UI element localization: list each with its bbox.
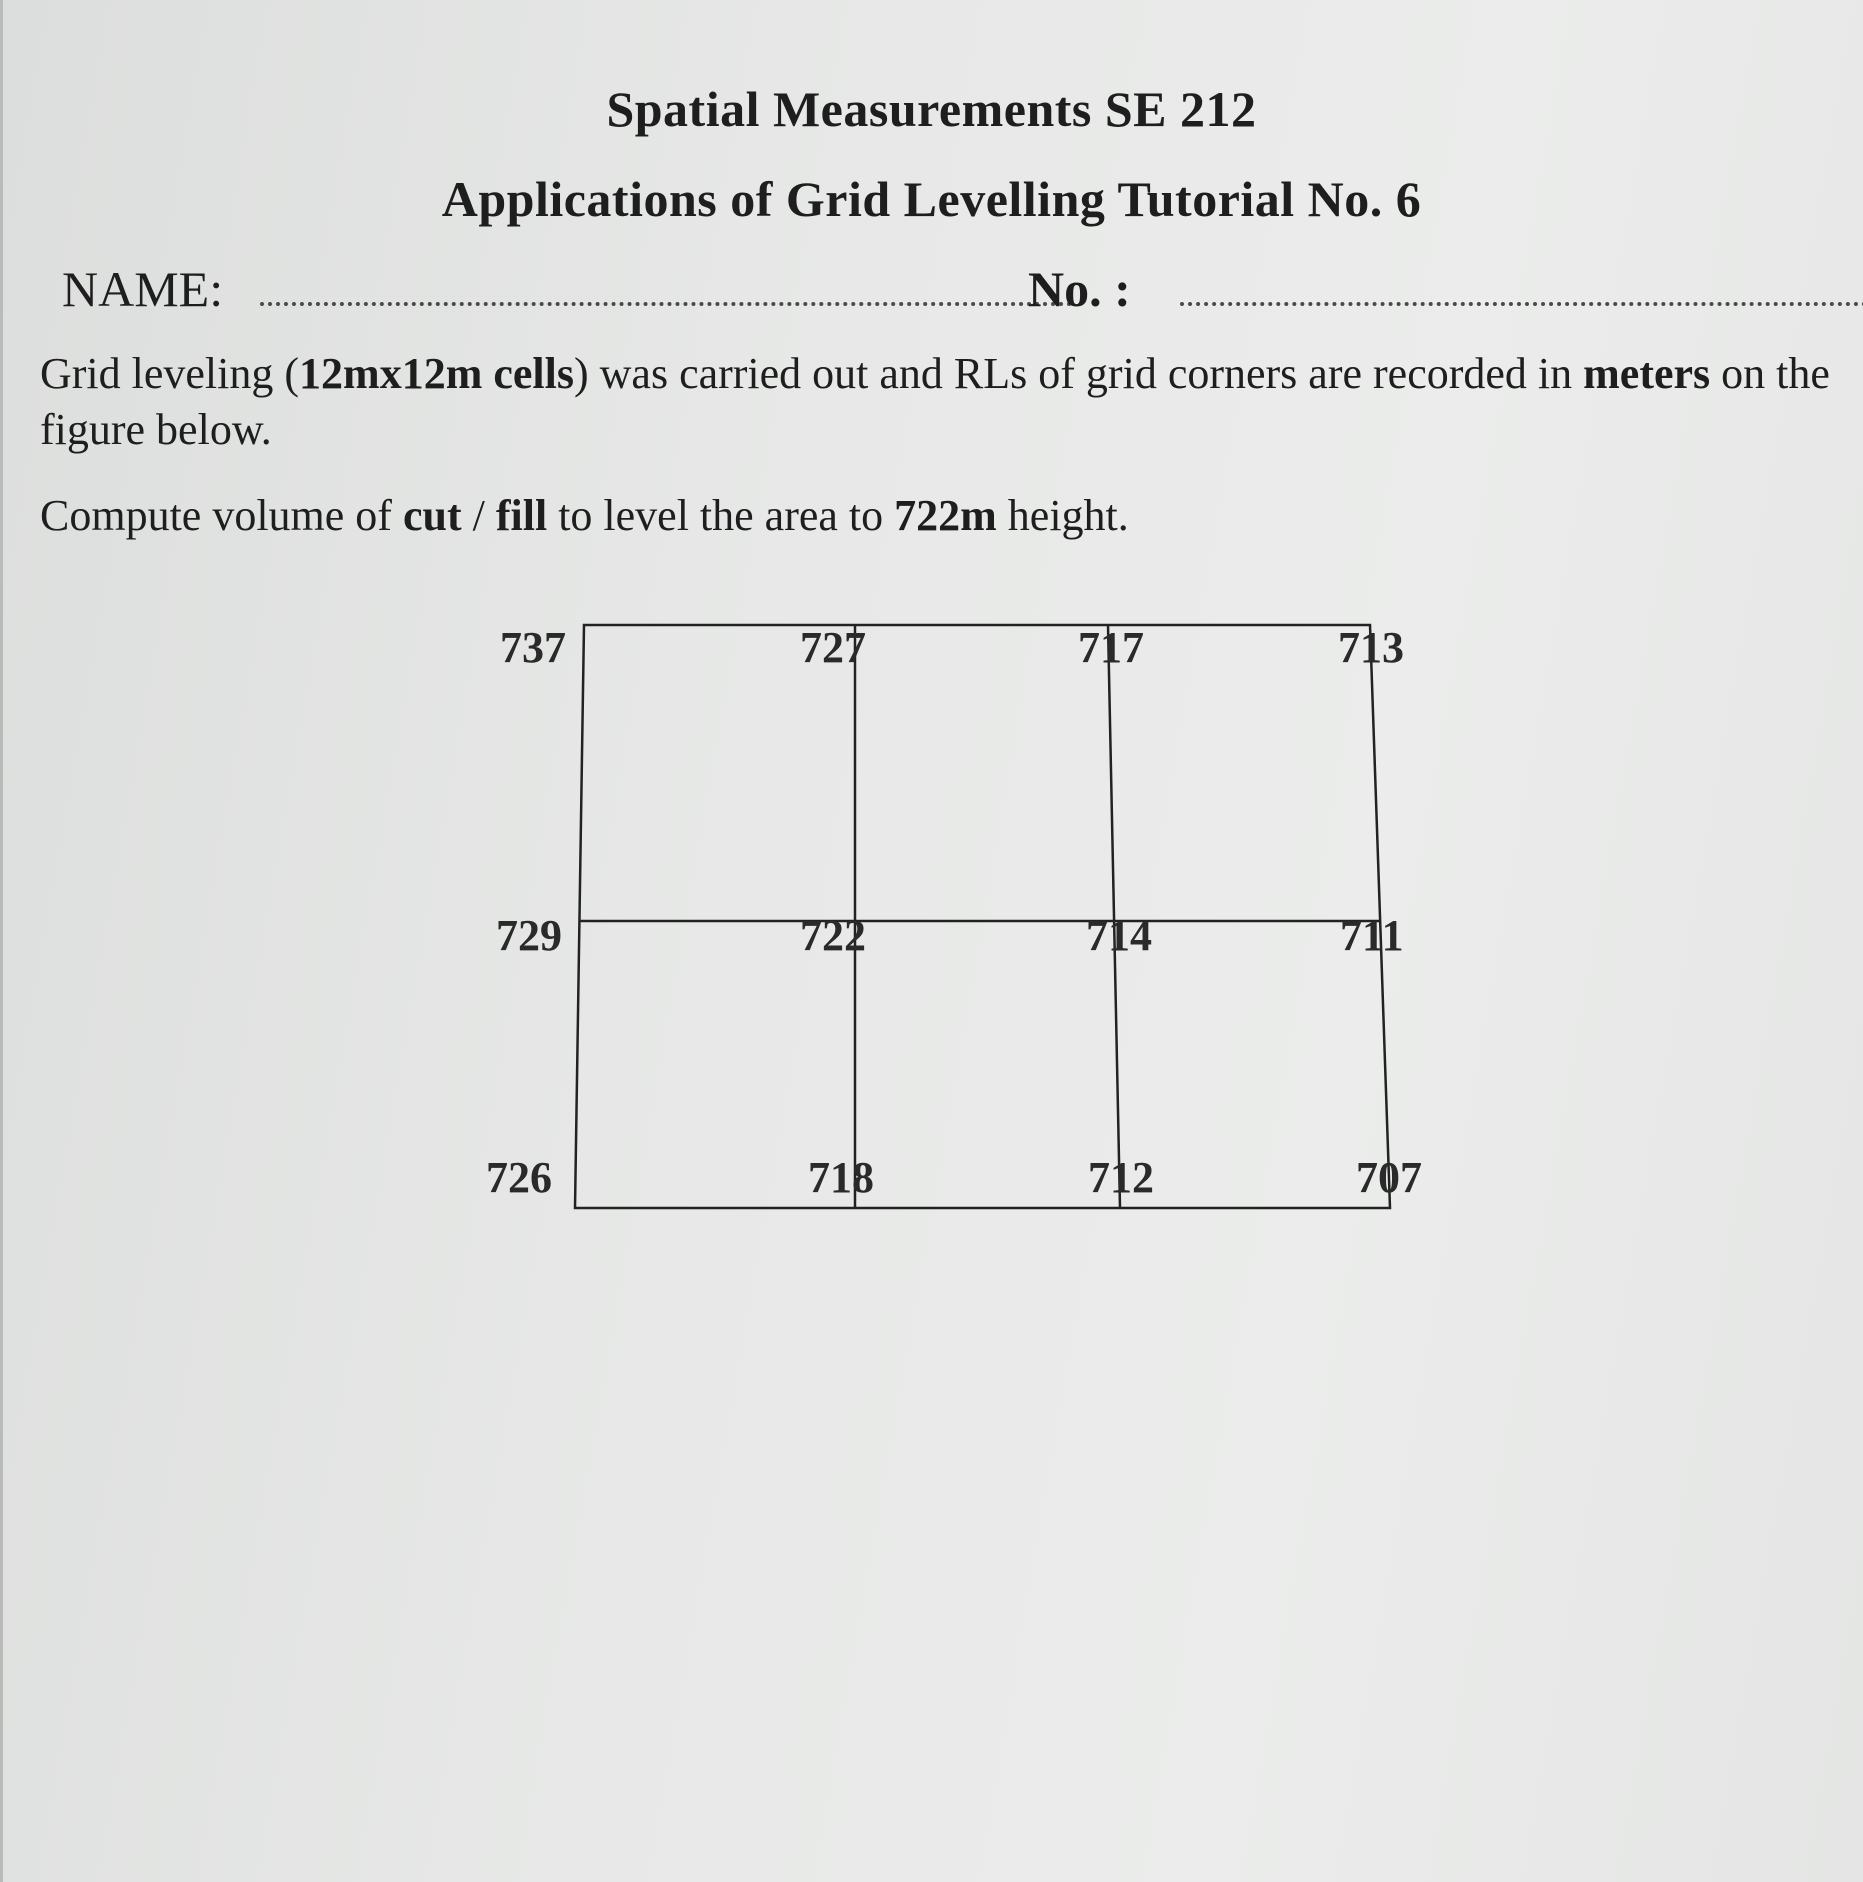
task-text-4: height.	[996, 491, 1129, 540]
target-level-text: 722m	[894, 491, 997, 540]
rl-label: 737	[500, 623, 566, 672]
units-text: meters	[1583, 349, 1711, 398]
problem-text-3: on the figure below.	[40, 349, 1830, 454]
rl-label: 713	[1338, 623, 1404, 672]
rl-label: 726	[486, 1153, 552, 1202]
tutorial-title: Applications of Grid Levelling Tutorial No. 6	[441, 171, 1422, 227]
cut-text: cut	[402, 491, 462, 540]
rl-label: 727	[800, 623, 866, 672]
cell-size-text: 12mx12m cells	[299, 349, 574, 398]
problem-text-2: ) was carried out and RLs of grid corners are recorded in	[573, 349, 1584, 398]
grid-outer-border	[575, 625, 1390, 1208]
rl-label: 711	[1340, 911, 1404, 960]
problem-text-1: Grid leveling (	[40, 349, 300, 398]
rl-label: 722	[800, 911, 866, 960]
grid-lines	[575, 625, 1390, 1208]
grid-rl-labels	[486, 623, 1422, 1202]
task-text-1: Compute volume of	[40, 491, 403, 540]
rl-label: 707	[1356, 1153, 1422, 1202]
rl-label: 714	[1086, 911, 1152, 960]
rl-label: 717	[1078, 623, 1144, 672]
student-number-label: No. :	[1028, 261, 1131, 317]
fill-text: fill	[495, 491, 548, 540]
task-text-2: /	[461, 491, 496, 540]
rl-label: 729	[496, 911, 562, 960]
rl-label: 712	[1088, 1153, 1154, 1202]
rl-label: 718	[808, 1153, 874, 1202]
name-label: NAME:	[62, 261, 224, 317]
task-text-3: to level the area to	[547, 491, 895, 540]
course-title: Spatial Measurements SE 212	[606, 81, 1257, 137]
